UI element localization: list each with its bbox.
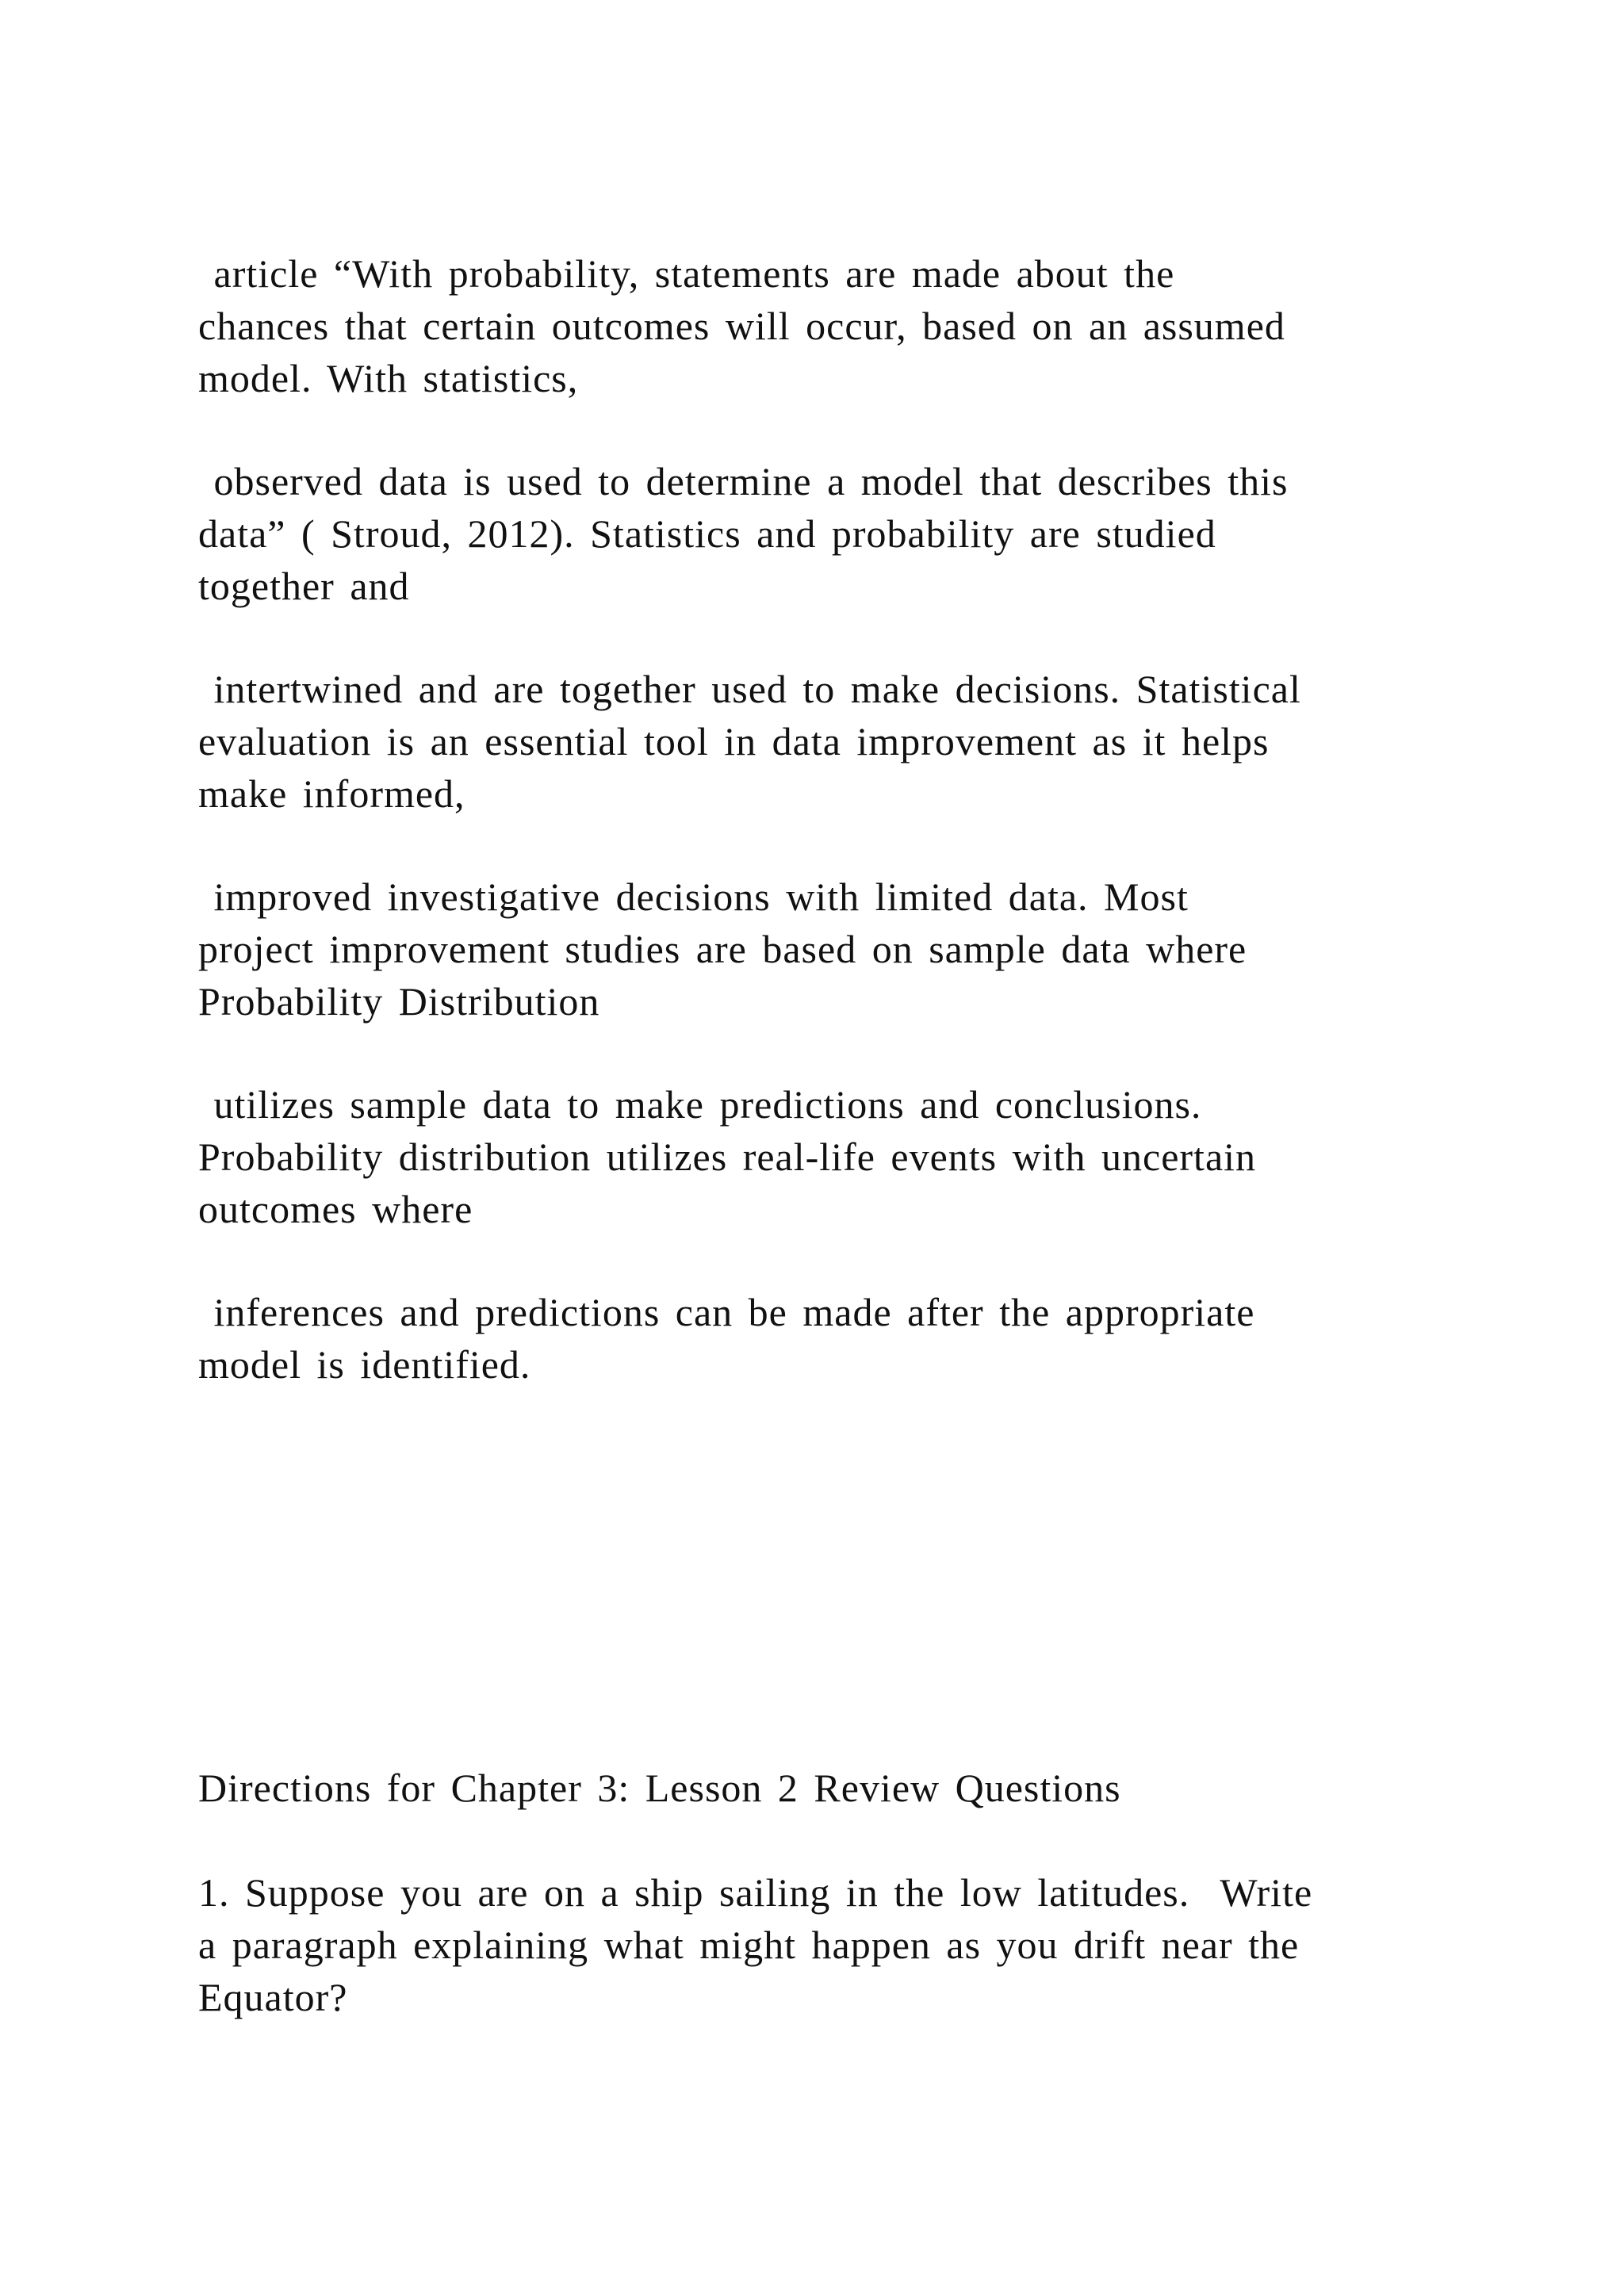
- text-line: utilizes sample data to make predictions and conclusions.: [198, 1082, 1202, 1127]
- text-line: Probability Distribution: [198, 979, 600, 1024]
- text-line: model. With statistics,: [198, 356, 579, 400]
- text-line: together and: [198, 564, 410, 608]
- text-line: inferences and predictions can be made after the appropriate: [198, 1290, 1255, 1334]
- text-line: 1. Suppose you are on a ship sailing in the low latitudes. Write: [198, 1870, 1313, 1915]
- review-question-1: [198, 1866, 1435, 2023]
- text-line: project improvement studies are based on sample data where: [198, 927, 1247, 971]
- paragraph-observed-data: [198, 455, 1435, 612]
- text-line: Directions for Chapter 3: Lesson 2 Review Questions: [198, 1766, 1121, 1810]
- paragraph-probability-statistics: [198, 247, 1435, 404]
- text-line: make informed,: [198, 771, 465, 816]
- text-line: Equator?: [198, 1975, 348, 2019]
- text-line: model is identified.: [198, 1342, 531, 1387]
- text-line: chances that certain outcomes will occur, based on an assumed: [198, 304, 1285, 348]
- text-line: a paragraph explaining what might happen as you drift near the: [198, 1923, 1300, 1967]
- section-heading-directions: [198, 1762, 1435, 1814]
- text-line: improved investigative decisions with limited data. Most: [198, 874, 1189, 919]
- text-line: evaluation is an essential tool in data improvement as it helps: [198, 719, 1270, 763]
- text-line: data” ( Stroud, 2012). Statistics and probability are studied: [198, 511, 1216, 556]
- text-line: article “With probability, statements are made about the: [198, 251, 1175, 296]
- text-line: outcomes where: [198, 1187, 473, 1231]
- text-line: observed data is used to determine a model that describes this: [198, 459, 1289, 503]
- text-line: Probability distribution utilizes real-life events with uncertain: [198, 1135, 1257, 1179]
- paragraph-investigative-decisions: [198, 871, 1435, 1027]
- text-line: intertwined and are together used to make decisions. Statistical: [198, 667, 1301, 711]
- paragraph-inferences: [198, 1286, 1435, 1391]
- paragraph-sample-data: [198, 1078, 1435, 1235]
- paragraph-intertwined: [198, 663, 1435, 820]
